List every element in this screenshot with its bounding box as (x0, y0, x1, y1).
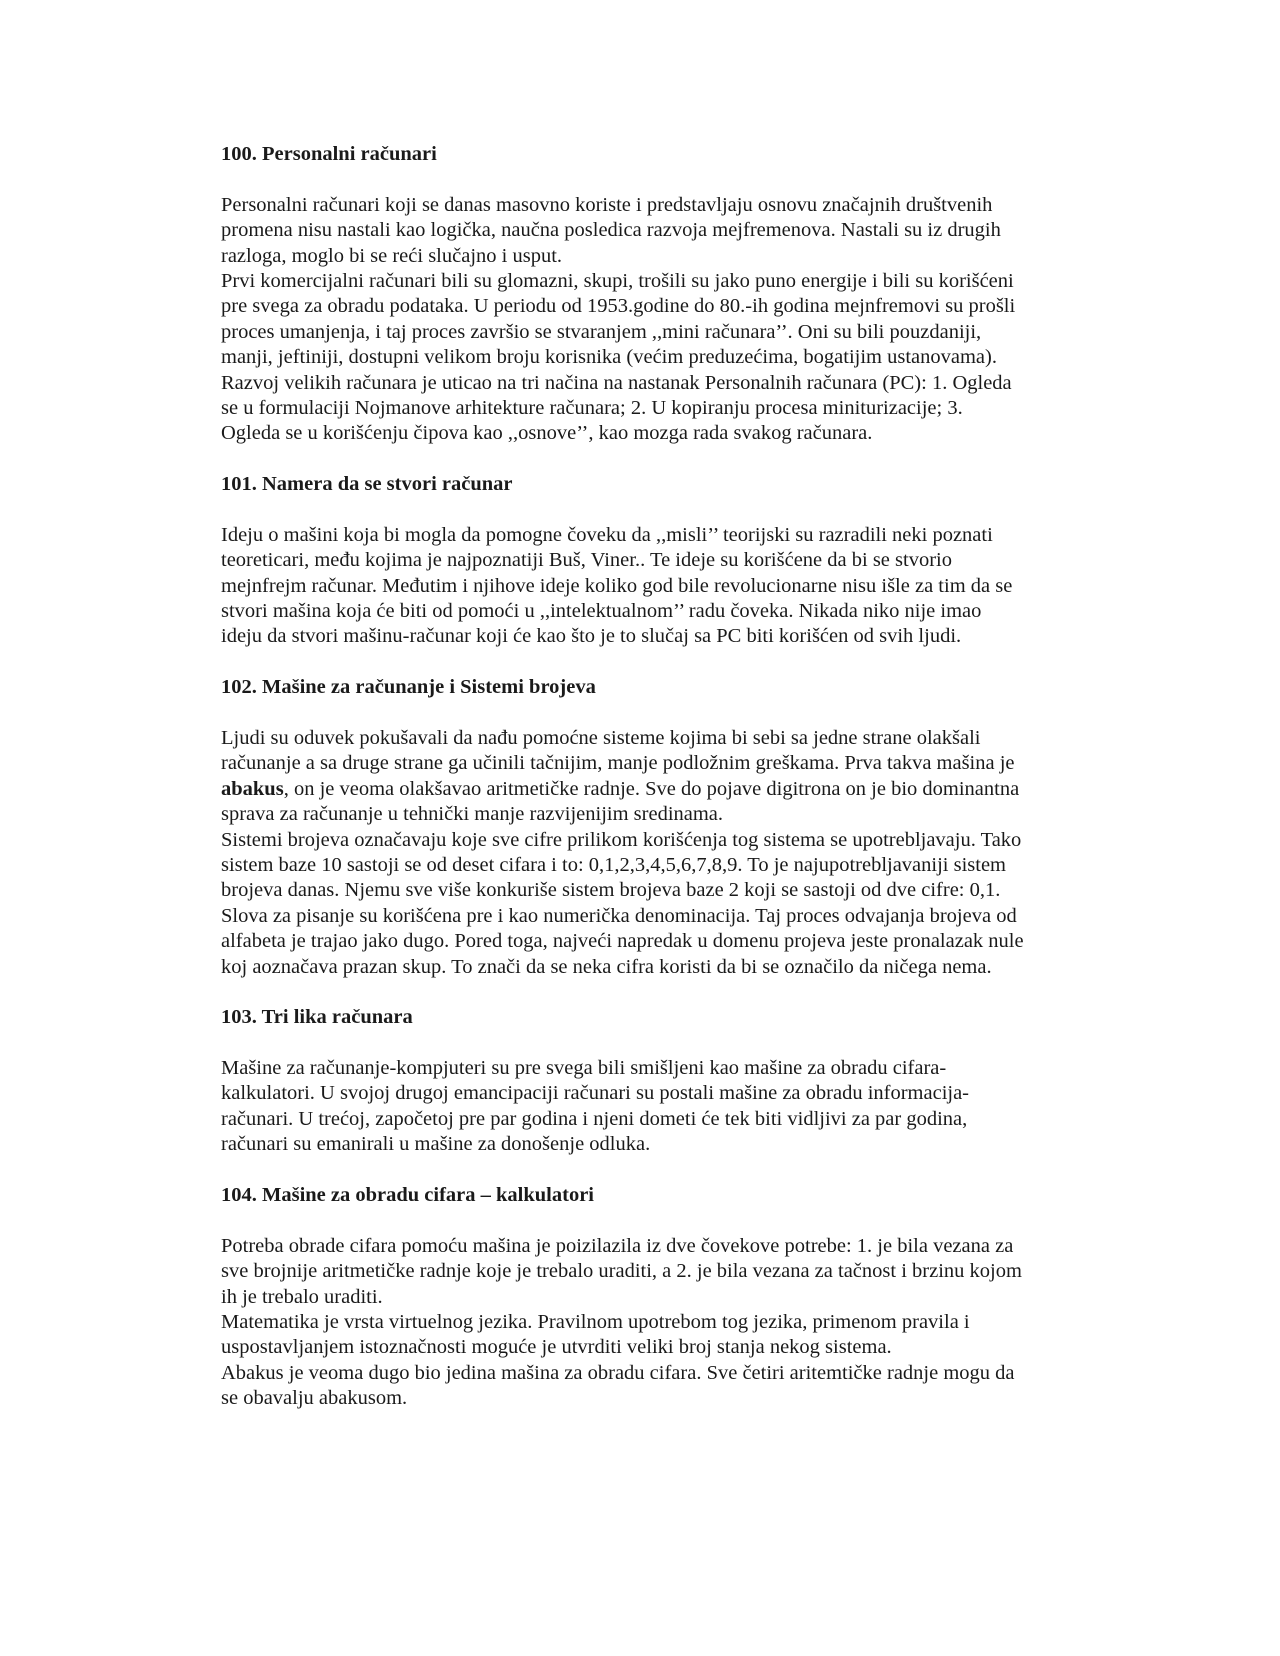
section-102 (221, 675, 1121, 1005)
text-line: Potreba obrade cifara pomoću mašina je poizilazila iz dve čovekove potrebe: 1. je bila vezana za (221, 1234, 1014, 1257)
text-line: alfabeta je trajao jako dugo. Pored toga, najveći napredak u domenu projeva jeste pronalazak nule (221, 930, 1024, 953)
section-heading: 104. Mašine za obradu cifara – kalkulatori (221, 1184, 594, 1207)
text-line: sistem baze 10 sastoji se od deset cifara i to: 0,1,2,3,4,5,6,7,8,9. To je najupotrebljavaniji sistem (221, 853, 1007, 876)
text-line: Slova za pisanje su korišćena pre i kao numerička denominacija. Taj proces odvajanja brojeva od (221, 904, 1017, 927)
section-100 (221, 142, 1121, 472)
text-line: Abakus je veoma dugo bio jedina mašina za obradu cifara. Sve četiri aritemtičke radnje mogu da (221, 1361, 1015, 1384)
text-line: Prvi komercijalni računari bili su glomazni, skupi, trošili su jako puno energije i bili su korišćeni (221, 269, 1014, 292)
section-paragraph (221, 523, 1121, 650)
section-paragraph (221, 726, 1121, 980)
text-line: teoreticari, među kojima je najpoznatiji Buš, Viner.. Te ideje su korišćene da bi se stvorio (221, 549, 952, 572)
section-103 (221, 1005, 1121, 1183)
text-line: proces umanjenja, i taj proces završio se stvaranjem ,,mini računara’’. Oni su bili pouzdaniji, (221, 320, 982, 343)
section-paragraph (221, 1234, 1121, 1412)
text-line: koj aoznačava prazan skup. To znači da se neka cifra koristi da bi se označilo da ničega nema. (221, 955, 992, 978)
text-line: Matematika je vrsta virtuelnog jezika. Pravilnom upotrebom tog jezika, primenom pravila i (221, 1310, 970, 1333)
section-104 (221, 1183, 1121, 1412)
text-line: stvori mašina koja će biti od pomoći u ,,intelektualnom’’ radu čoveka. Nikada niko nije imao (221, 600, 982, 623)
text-line: mejnfrejm računar. Međutim i njihove ideje koliko god bile revolucionarne nisu išle za tim da se (221, 574, 1013, 597)
section-heading: 101. Namera da se stvori računar (221, 473, 513, 496)
text-line: Mašine za računanje-kompjuteri su pre svega bili smišljeni kao mašine za obradu cifara- (221, 1057, 947, 1080)
bold-term: abakus (221, 777, 284, 800)
text-line-rest: , on je veoma olakšavao aritmetičke radnje. Sve do pojave digitrona on je bio dominantna (283, 777, 1020, 800)
text-line: manji, jeftiniji, dostupni velikom broju korisnika (većim preduzećima, bogatijim ustanovama). (221, 346, 997, 369)
section-paragraph (221, 193, 1121, 447)
text-line: ideju da stvori mašinu-računar koji će kao što je to slučaj sa PC biti korišćen od svih ljudi. (221, 625, 962, 648)
section-heading: 102. Mašine za računanje i Sistemi brojeva (221, 676, 596, 699)
text-line: brojeva danas. Njemu sve više konkuriše sistem brojeva baze 2 koji se sastoji od dve cifre: 0,1. (221, 879, 1001, 902)
text-line: Razvoj velikih računara je uticao na tri načina na nastanak Personalnih računara (PC): 1. Ogleda (221, 371, 1012, 394)
text-line: računari. U trećoj, započetoj pre par godina i njeni dometi će tek biti vidljivi za par godina, (221, 1107, 968, 1130)
text-line: Ideju o mašini koja bi mogla da pomogne čoveku da ,,misli’’ teorijski su razradili neki poznati (221, 523, 993, 546)
text-line-abakus (221, 777, 1121, 802)
text-line: razloga, moglo bi se reći slučajno i usput. (221, 244, 563, 267)
text-line: računanje a sa druge strane ga učinili tačnijim, manje podložnim greškama. Prva takva mašina je (221, 752, 1015, 775)
document-body (221, 142, 1121, 1412)
text-line: Ljudi su oduvek pokušavali da nađu pomoćne sisteme kojima bi sebi sa jedne strane olakšali (221, 726, 981, 749)
section-paragraph (221, 1056, 1121, 1158)
section-heading: 100. Personalni računari (221, 143, 437, 165)
text-line: kalkulatori. U svojoj drugoj emancipaciji računari su postali mašine za obradu informacija- (221, 1082, 970, 1105)
text-line: uspostavljanjem istoznačnosti moguće je utvrditi veliki broj stanja nekog sistema. (221, 1336, 892, 1359)
text-line: ih je trebalo uraditi. (221, 1285, 383, 1308)
text-line: Sistemi brojeva označavaju koje sve cifre prilikom korišćenja tog sistema se upotrebljavaju. Tako (221, 828, 1022, 851)
text-line: pre svega za obradu podataka. U periodu od 1953.godine do 80.-ih godina mejnfremovi su prošli (221, 295, 1016, 318)
text-line: Ogleda se u korišćenju čipova kao ,,osnove’’, kao mozga rada svakog računara. (221, 422, 873, 445)
section-101 (221, 472, 1121, 675)
section-heading: 103. Tri lika računara (221, 1006, 413, 1029)
text-line: računari su emanirali u mašine za donošenje odluka. (221, 1133, 651, 1156)
text-line: se obavalju abakusom. (221, 1387, 408, 1410)
text-line: sprava za računanje u tehnički manje razvijenijim sredinama. (221, 803, 724, 826)
text-line: se u formulaciji Nojmanove arhitekture računara; 2. U kopiranju procesa miniturizacije; 3. (221, 396, 963, 419)
text-line: sve brojnije aritmetičke radnje koje je trebalo uraditi, a 2. je bila vezana za tačnost i brzinu kojom (221, 1260, 1022, 1283)
text-line: Personalni računari koji se danas masovno koriste i predstavljaju osnovu značajnih društvenih (221, 193, 993, 216)
text-line: promena nisu nastali kao logička, naučna posledica razvoja mejfremenova. Nastali su iz drugih (221, 219, 1001, 242)
